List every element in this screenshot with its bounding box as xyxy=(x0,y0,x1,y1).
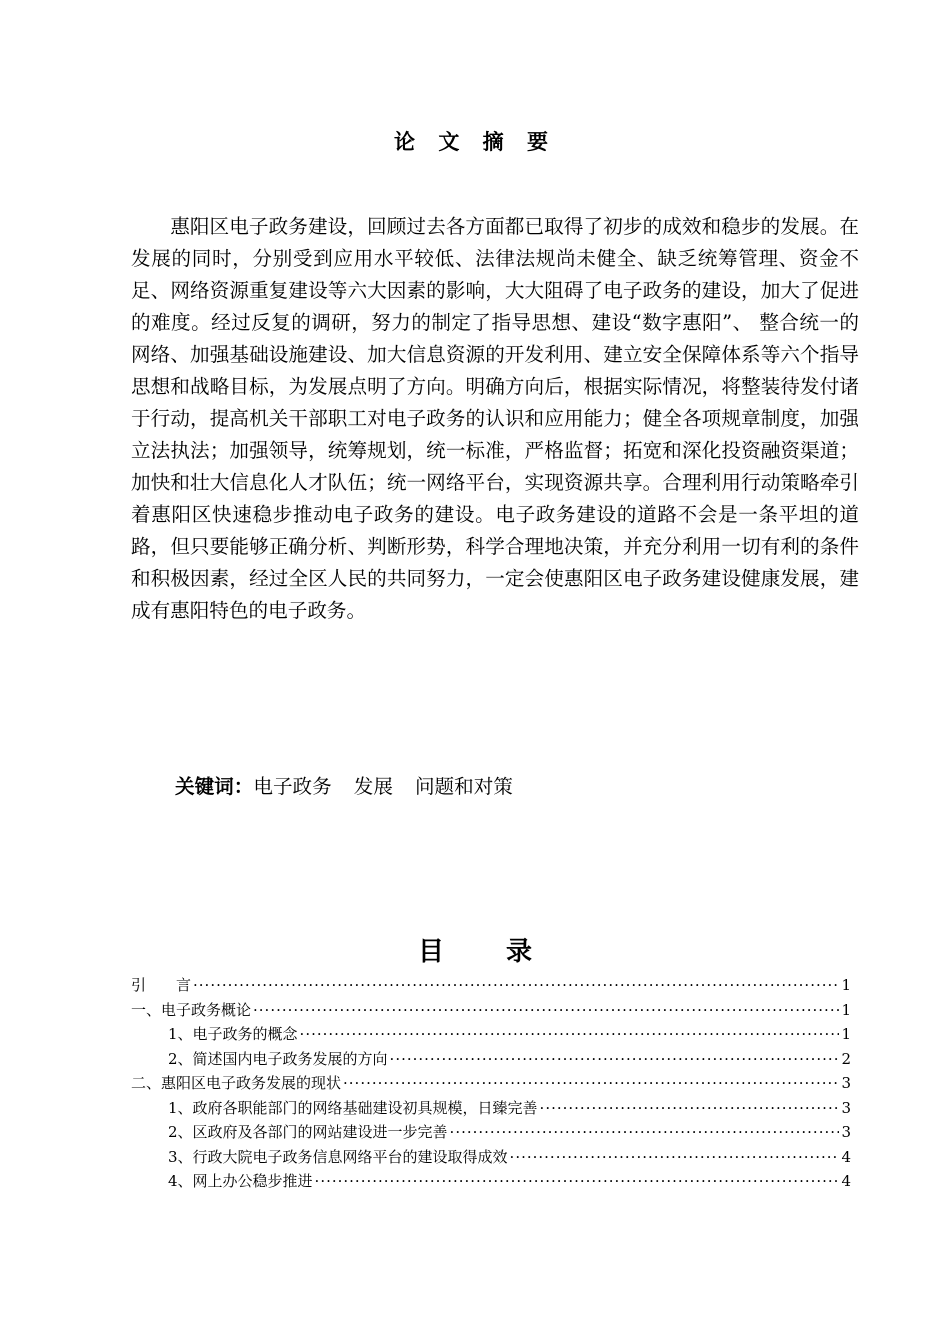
toc-entry[interactable] xyxy=(131,1022,851,1047)
keywords-label: 关键词： xyxy=(175,775,254,798)
toc-entry[interactable] xyxy=(131,1145,851,1170)
toc-entry[interactable] xyxy=(131,973,851,998)
toc-leader xyxy=(510,1145,840,1170)
toc-entry-page: 1 xyxy=(841,976,851,994)
toc-entry-label: 4、网上办公稳步推进 xyxy=(168,1172,313,1190)
toc-entry-page: 4 xyxy=(841,1147,851,1166)
toc-title-char: 录 xyxy=(506,937,533,967)
toc-entry-page: 4 xyxy=(841,1172,851,1190)
toc-entry[interactable] xyxy=(131,998,851,1023)
toc-entry[interactable] xyxy=(131,1120,851,1145)
toc-entry[interactable] xyxy=(131,1047,851,1072)
toc-entry-page: 2 xyxy=(841,1049,851,1068)
toc-leader xyxy=(390,1047,840,1072)
toc-leader xyxy=(193,973,839,998)
keyword-item: 问题和对策 xyxy=(414,775,513,798)
toc-entry-label: 2、区政府及各部门的网站建设进一步完善 xyxy=(168,1123,448,1141)
toc-entry-page: 1 xyxy=(841,1025,851,1043)
abstract-title: 论 文 摘 要 xyxy=(394,130,556,154)
keyword-item: 电子政务 xyxy=(253,775,332,798)
table-of-contents xyxy=(131,973,851,1194)
toc-leader xyxy=(540,1096,840,1121)
toc-entry-page: 3 xyxy=(841,1074,851,1092)
toc-title xyxy=(0,931,950,968)
toc-entry-label: 引 言 xyxy=(131,976,192,994)
toc-leader xyxy=(450,1120,840,1145)
toc-entry-page: 1 xyxy=(841,1000,851,1019)
toc-entry-label: 一、电子政务概论 xyxy=(131,1000,252,1019)
toc-entry-label: 二、惠阳区电子政务发展的现状 xyxy=(131,1074,342,1092)
toc-leader xyxy=(253,998,839,1023)
toc-entry-label: 1、政府各职能部门的网络基础建设初具规模，日臻完善 xyxy=(168,1098,538,1117)
toc-entry-page: 3 xyxy=(841,1123,851,1141)
toc-title-char: 目 xyxy=(417,937,444,967)
toc-entry-label: 1、电子政务的概念 xyxy=(168,1025,298,1043)
toc-leader xyxy=(343,1071,839,1096)
abstract-body xyxy=(131,211,859,627)
toc-entry[interactable] xyxy=(131,1169,851,1194)
abstract-paragraph: 惠阳区电子政务建设，回顾过去各方面都已取得了初步的成效和稳步的发展。在发展的同时，分别受到应用水平较低、法律法规尚未健全、缺乏统筹管理、资金不足、网络资源重复建设等六大因素的影响，大大阻碍了电子政务的建设，加大了促进的难度。经过反复的调研，努力的制定了指导思想、建设“数字惠阳”、 整合统一的网络、加强基础设施建设、加大信息资源的开发利用、建立安全保障体系等六个指导思想和战略目标，为发展点明了方向。明确方向后，根据实际情况，将整装待发付诸于行动，提高机关干部职工对电子政务的认识和应用能力；健全各项规章制度，加强立法执法；加强领导，统筹规划，统一标准，严格监督；拓宽和深化投资融资渠道；加快和壮大信息化人才队伍；统一网络平台，实现资源共享。合理利用行动策略牵引着惠阳区快速稳步推动电子政务的建设。电子政务建设的道路不会是一条平坦的道路，但只要能够正确分析、判断形势，科学合理地决策，并充分利用一切有利的条件和积极因素，经过全区人民的共同努力，一定会使惠阳区电子政务建设健康发展，建成有惠阳特色的电子政务。 xyxy=(131,215,859,622)
toc-leader xyxy=(315,1169,840,1194)
toc-entry[interactable] xyxy=(131,1096,851,1121)
toc-entry-page: 3 xyxy=(841,1098,851,1117)
toc-entry-label: 2、简述国内电子政务发展的方向 xyxy=(168,1049,388,1068)
keyword-item: 发展 xyxy=(353,775,393,798)
keywords-line xyxy=(175,771,535,803)
toc-entry[interactable] xyxy=(131,1071,851,1096)
toc-leader xyxy=(300,1022,840,1047)
toc-entry-label: 3、行政大院电子政务信息网络平台的建设取得成效 xyxy=(168,1147,508,1166)
